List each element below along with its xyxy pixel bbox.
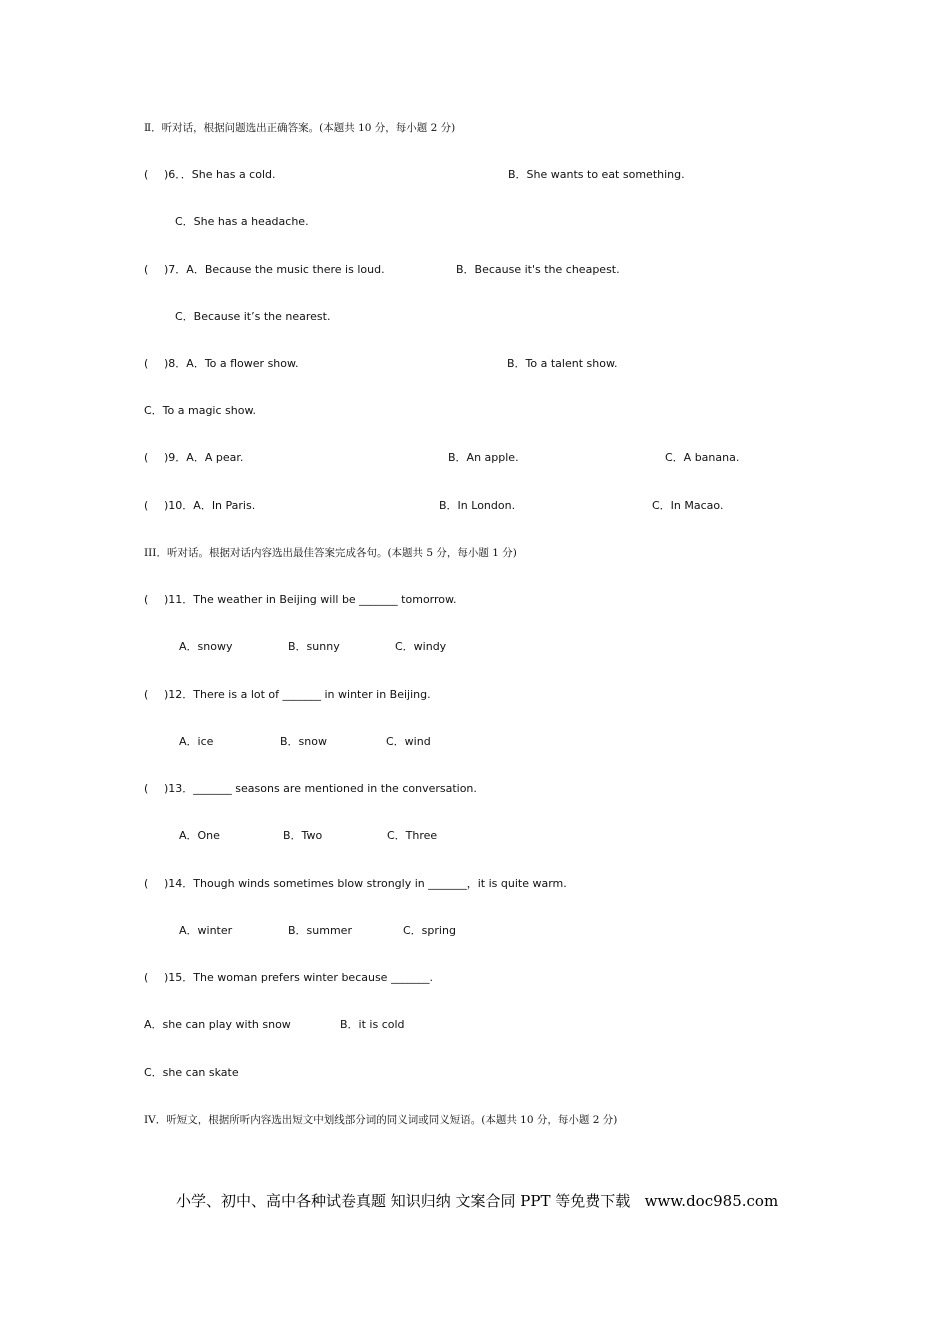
question-10-option-b: B．In London. — [439, 499, 516, 512]
question-7-stem: )7．A．Because the music there is loud. — [164, 263, 385, 276]
answer-paren: ( — [144, 263, 149, 276]
question-12-option-a: A．ice — [179, 735, 214, 748]
question-14-option-c: C．spring — [403, 924, 456, 937]
answer-paren: ( — [144, 499, 149, 512]
question-7-option-b: B．Because it's the cheapest. — [456, 263, 620, 276]
question-14-option-b: B．summer — [288, 924, 352, 937]
question-15-option-c: C．she can skate — [144, 1066, 239, 1079]
question-15-option-a: A．she can play with snow — [144, 1018, 291, 1031]
question-13-option-a: A．One — [179, 829, 220, 842]
answer-paren: ( — [144, 782, 149, 795]
question-15-stem: )15．The woman prefers winter because _______. — [164, 971, 433, 984]
question-10-option-c: C．In Macao. — [652, 499, 724, 512]
answer-paren: ( — [144, 357, 149, 370]
question-11 — [144, 593, 457, 607]
question-8 — [144, 357, 299, 371]
question-7 — [144, 263, 385, 277]
question-13-option-b: B．Two — [283, 829, 323, 842]
question-9 — [144, 451, 243, 465]
question-8-option-c: C．To a magic show. — [144, 404, 256, 417]
question-14-option-a: A．winter — [179, 924, 233, 937]
answer-paren: ( — [144, 971, 149, 984]
section-4-header: IV．听短文，根据所听内容选出短文中划线部分词的同义词或同义短语。(本题共 10 分，每小题 2 分) — [144, 1114, 618, 1126]
question-10 — [144, 499, 255, 513]
answer-paren: ( — [144, 593, 149, 606]
question-11-option-b: B．sunny — [288, 640, 340, 653]
question-6-stem: )6．．She has a cold. — [164, 168, 276, 181]
question-8-option-b: B．To a talent show. — [507, 357, 618, 370]
question-8-stem: )8．A．To a flower show. — [164, 357, 299, 370]
question-12-option-c: C．wind — [386, 735, 431, 748]
section-2-header: Ⅱ．听对话，根据问题选出正确答案。(本题共 10 分，每小题 2 分) — [144, 122, 456, 134]
question-6-option-c: C．She has a headache. — [175, 215, 309, 228]
section-3-header: III．听对话。根据对话内容选出最佳答案完成各句。(本题共 5 分，每小题 1 分) — [144, 547, 517, 559]
question-13 — [144, 782, 477, 796]
question-15-option-b: B．it is cold — [340, 1018, 405, 1031]
question-11-option-a: A．snowy — [179, 640, 233, 653]
question-9-option-c: C．A banana. — [665, 451, 740, 464]
question-13-option-c: C．Three — [387, 829, 438, 842]
question-12-option-b: B．snow — [280, 735, 327, 748]
question-6 — [144, 168, 276, 182]
question-7-option-c: C．Because it’s the nearest. — [175, 310, 331, 323]
question-6-option-b: B．She wants to eat something. — [508, 168, 685, 181]
question-12 — [144, 688, 431, 702]
question-15 — [144, 971, 433, 985]
question-14-stem: )14．Though winds sometimes blow strongly in _______，it is quite warm. — [164, 877, 567, 890]
question-11-stem: )11．The weather in Beijing will be _______ tomorrow. — [164, 593, 457, 606]
question-12-stem: )12．There is a lot of _______ in winter in Beijing. — [164, 688, 431, 701]
question-14 — [144, 877, 567, 891]
question-9-stem: )9．A．A pear. — [164, 451, 244, 464]
question-10-stem: )10．A．In Paris. — [164, 499, 256, 512]
page-footer: 小学、初中、高中各种试卷真题 知识归纳 文案合同 PPT 等免费下载 www.doc985.com — [176, 1192, 779, 1210]
question-9-option-b: B．An apple. — [448, 451, 519, 464]
question-13-stem: )13．_______ seasons are mentioned in the conversation. — [164, 782, 477, 795]
answer-paren: ( — [144, 451, 149, 464]
answer-paren: ( — [144, 877, 149, 890]
question-11-option-c: C．windy — [395, 640, 447, 653]
answer-paren: ( — [144, 168, 149, 181]
answer-paren: ( — [144, 688, 149, 701]
